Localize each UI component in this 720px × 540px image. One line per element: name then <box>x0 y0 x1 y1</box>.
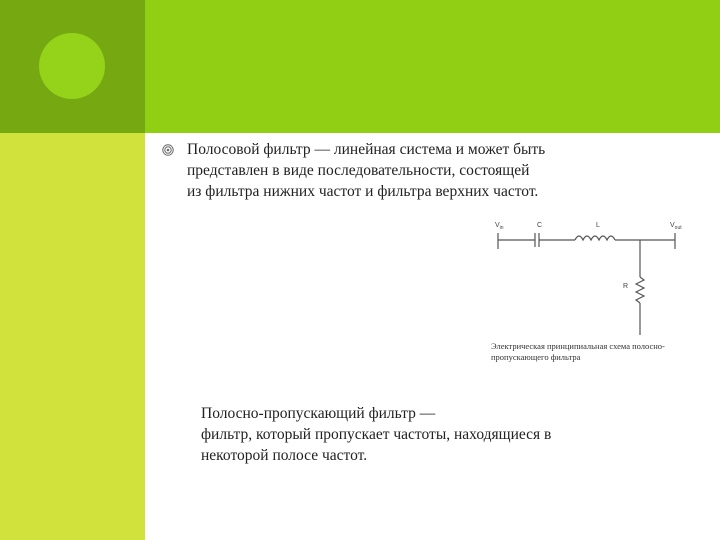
inductor-coil <box>575 236 615 240</box>
header-band <box>145 0 720 133</box>
definition-line: некоторой полосе частот. <box>201 447 368 464</box>
paragraph-line: представлен в виде последовательности, состоящей <box>187 162 530 179</box>
decorative-circle <box>39 33 105 99</box>
side-band <box>0 133 145 540</box>
vin-label: $V_{in}$ <box>495 222 504 231</box>
definition-paragraph <box>201 403 671 466</box>
vout-label: $V_{out}$ <box>670 222 682 231</box>
inductor-label: L <box>596 222 600 229</box>
target-bullet-icon <box>162 144 174 156</box>
definition-line: Полосно-пропускающий фильтр — <box>201 405 436 422</box>
caption-line: пропускающего фильтра <box>491 352 581 362</box>
schematic-caption <box>491 341 720 363</box>
paragraph-line: из фильтра нижних частот и фильтра верхних частот. <box>187 183 539 200</box>
bandpass-filter-schematic <box>490 215 690 340</box>
resistor-label: R <box>623 283 629 290</box>
paragraph-line: Полосовой фильтр — линейная система и может быть <box>187 141 546 158</box>
main-paragraph <box>187 139 677 202</box>
capacitor-label: C <box>537 222 543 229</box>
resistor-zigzag <box>636 277 644 303</box>
caption-line: Электрическая принципиальная схема полосно- <box>491 341 665 351</box>
definition-line: фильтр, который пропускает частоты, находящиеся в <box>201 426 552 443</box>
